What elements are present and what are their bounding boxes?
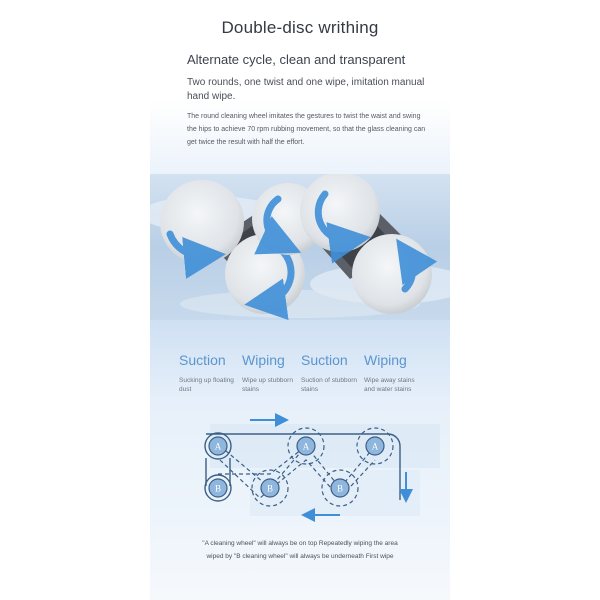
step-title: Suction (301, 352, 348, 368)
wheel-b-label: B (266, 483, 274, 494)
wheel-b-marker (331, 479, 349, 497)
cleaning-disc (352, 234, 432, 314)
wheel-b-marker (261, 479, 279, 497)
wheel-b-label: B (214, 483, 222, 494)
wheel-b-marker (209, 479, 227, 497)
step-title: Suction (179, 352, 226, 368)
wheel-a-label: A (371, 441, 379, 452)
step-desc: Wipe away stains and water stains (364, 377, 415, 393)
cleaning-disc (300, 174, 380, 252)
step-title: Wiping (242, 352, 285, 368)
cleaning-disc (160, 180, 244, 264)
wheel-b-label: B (336, 483, 344, 494)
step-desc: Wipe up stubborn stains (242, 377, 293, 393)
footer-line: "A cleaning wheel" will always be on top Repeatedly wiping the area (202, 540, 398, 547)
wheel-path-diagram (150, 412, 450, 524)
step-desc: Suction of stubborn stains (301, 377, 358, 393)
footer-note (150, 537, 450, 563)
wheel-a-label: A (302, 441, 310, 452)
footer-line: wiped by "B cleaning wheel" will always be underneath First wipe (206, 553, 394, 560)
wheel-a-label: A (214, 441, 222, 452)
step-desc: Sucking up floating dust (179, 377, 234, 393)
page-subtitle: Alternate cycle, clean and transparent (187, 52, 406, 67)
wheel-a-marker (366, 437, 384, 455)
page-title: Double-disc writhing (221, 18, 379, 37)
product-photo (150, 174, 450, 320)
wheel-a-marker (209, 437, 227, 455)
lead-text: Two rounds, one twist and one wipe, imitation manual hand wipe. (187, 77, 425, 102)
description-text: The round cleaning wheel imitates the gestures to twist the waist and swing the hips to achieve 70 rpm rubbing movement, so that the glass cleaning can get twice the result with half the effort. (187, 113, 426, 146)
step-title: Wiping (364, 352, 407, 368)
wheel-a-marker (297, 437, 315, 455)
